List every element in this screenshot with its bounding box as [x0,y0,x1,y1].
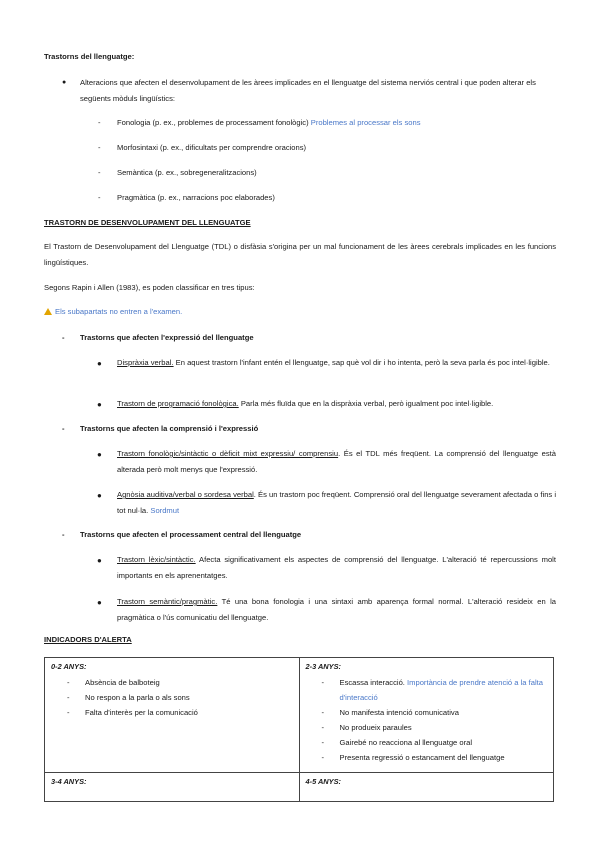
module-item: Morfosintaxi (p. ex., dificultats per comprendre oracions) [117,143,307,152]
item-note: Sordmut [150,506,180,515]
item-text: Té una bona fonologia i una sintaxi amb aparença formal normal. L'alteració resideix en la pragmàtica o l'ús comunicatiu del llenguatge. [117,597,556,622]
alert-indicators-table [44,657,554,802]
group-item [117,487,556,519]
item-text: Afecta significativament els aspectes de comprensió del llenguatge. L'alteració té repercussions molt importants en els aprenentatges. [117,555,556,580]
item-term: Trastorn de programació fonològica. [117,399,239,408]
age-cell [299,773,554,802]
list-item: - No respon a la parla o als sons [67,693,190,702]
item-term: Trastorn semàntic/pragmàtic. [117,597,218,606]
list-item: - No manifesta intenció comunicativa [321,708,459,717]
dash-marker: - [98,168,101,177]
warning-note [44,307,182,316]
section1-bullet-text: Alteracions que afecten el desenvolupament de les àrees implicades en el llenguatge del sistema nerviós central i que poden alterar els següents mòduls lingüístics: [80,78,536,103]
group-item [117,446,556,478]
section-title-trastorns: Trastorns del llenguatge: [44,52,135,61]
warning-icon [44,308,52,315]
section-title-tdl: TRASTORN DE DESENVOLUPAMENT DEL LLENGUATGE [44,218,251,227]
dash-marker: - [62,530,65,539]
group-title: Trastorns que afecten l'expressió del llenguatge [80,333,254,342]
module-note: Problemes al processar els sons [310,118,421,127]
dash-marker: - [98,118,101,127]
item-term: Trastorn lèxic/sintàctic. [117,555,196,564]
list-item: - No produeix paraules [321,723,412,732]
group-title: Trastorns que afecten la comprensió i l'expressió [80,424,259,433]
group-title: Trastorns que afecten el processament central del llenguatge [80,530,302,539]
item-text: En aquest trastorn l'infant entén el llenguatge, sap què vol dir i ho intenta, però la seva parla és poc intel·ligible. [173,358,550,367]
age-cell [45,658,300,773]
tdl-classification: Segons Rapin i Allen (1983), es poden classificar en tres tipus: [44,283,255,292]
module-item: Semàntica (p. ex., sobregeneralitzacions) [117,168,257,177]
item-term: Dispràxia verbal. [117,358,174,367]
age-cell [299,658,554,773]
list-item: - Gairebé no reacciona al llenguatge oral [321,738,473,747]
bullet-dot: ● [97,400,102,409]
list-item: - Falta d'interès per la comunicació [67,708,198,717]
tdl-definition: El Trastorn de Desenvolupament del Llenguatge (TDL) o disfàsia s'origina per un mal funcionament de les àrees cerebrals implicades en les funcions lingüístiques. [44,242,556,267]
group-item [117,552,556,584]
item-text: . És el TDL més freqüent. La comprensió del llenguatge està alterada però molt menys que l'expressió. [117,449,556,474]
age-cell [45,773,300,802]
age-heading: 4-5 ANYS: [305,777,341,786]
bullet-dot: ● [97,359,102,368]
item-text: . És un trastorn poc freqüent. Comprensió oral del llenguatge severament afectada o fins i tot nul·la. [117,490,557,515]
age-heading: 0-2 ANYS: [51,662,87,671]
group-item [117,594,556,626]
dash-marker: - [98,193,101,202]
module-item: Pragmàtica (p. ex., narracions poc elaborades) [117,193,275,202]
module-item [117,118,421,127]
item-term: Agnòsia auditiva/verbal o sordesa verbal [117,490,254,499]
bullet-dot: ● [97,556,102,565]
group-item [117,396,556,412]
bullet-dot: ● [97,491,102,500]
list-item: - Presenta regressió o estancament del llenguatge [321,753,505,762]
bullet-dot: ● [62,79,67,86]
dash-marker: - [98,143,101,152]
module-text: Fonologia (p. ex., problemes de processament fonològic) [117,118,309,127]
warning-text: Els subapartats no entren a l'examen. [55,307,183,316]
item-note: Importància de prendre atenció a la falta d'interacció [339,678,543,702]
list-item: - Escassa interacció. Importància de prendre atenció a la falta d'interacció [321,678,543,702]
list-item: - Absència de balboteig [67,678,160,687]
group-item [117,355,556,371]
dash-marker: - [62,424,65,433]
section-title-indicadors: INDICADORS D'ALERTA [44,635,132,644]
bullet-dot: ● [97,450,102,459]
age-heading: 2-3 ANYS: [305,662,341,671]
item-term: Trastorn fonològic/sintàctic o dèficit mixt expressiu/ comprensiu [117,449,339,458]
bullet-dot: ● [97,598,102,607]
item-text: Parla més fluïda que en la dispràxia verbal, però igualment poc intel·ligible. [238,399,494,408]
dash-marker: - [62,333,65,342]
age-heading: 3-4 ANYS: [51,777,87,786]
